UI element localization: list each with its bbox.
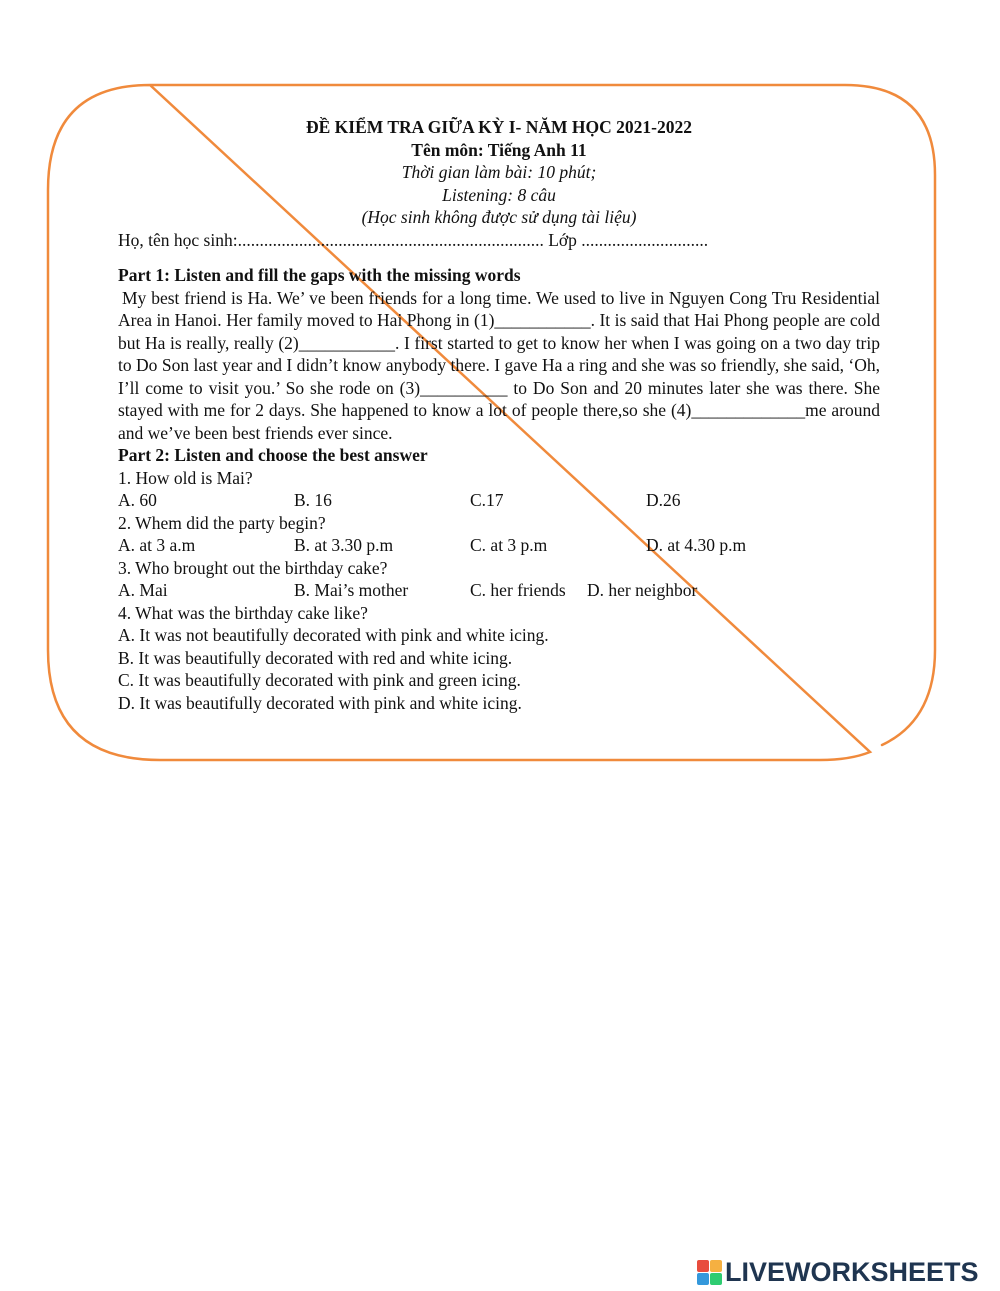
option-a[interactable]: A. at 3 a.m (118, 535, 196, 555)
student-info-line: Họ, tên học sinh:...................................................................... Lớp ............................. (118, 229, 709, 250)
option-c[interactable]: C.17 (470, 490, 504, 510)
option-a[interactable]: A. It was not beautifully decorated with pink and white icing. (118, 625, 549, 645)
option-a[interactable]: A. 60 (118, 490, 157, 510)
part1-heading: Part 1: Listen and fill the gaps with the missing words (118, 265, 521, 285)
option-c[interactable]: C. her friends (470, 580, 566, 600)
liveworksheets-logo (697, 1255, 979, 1289)
listening-line: Listening: 8 câu (442, 184, 556, 205)
worksheet (118, 116, 880, 714)
question-1-options (118, 489, 880, 512)
option-a[interactable]: A. Mai (118, 580, 168, 600)
option-d[interactable]: D. her neighbor (587, 580, 698, 600)
liveworksheets-logo-icon (697, 1260, 722, 1285)
question-2: 2. Whem did the party begin? (118, 512, 326, 533)
option-b[interactable]: B. It was beautifully decorated with red and white icing. (118, 647, 513, 668)
exam-title: ĐỀ KIỂM TRA GIỮA KỲ I- NĂM HỌC 2021-2022 (306, 117, 692, 137)
option-b[interactable]: B. at 3.30 p.m (294, 535, 394, 555)
option-c[interactable]: C. It was beautifully decorated with pink and green icing. (118, 670, 521, 690)
logo-text: LIVEWORKSHEETS (725, 1256, 979, 1287)
option-d[interactable]: D.26 (646, 490, 681, 510)
question-2-options (118, 534, 880, 557)
part1-passage: My best friend is Ha. We’ ve been friends for a long time. We used to live in Nguyen Cong Tru Residential Area in Hanoi. Her family moved to Hai Phong in (1)___________. It is said that Hai Phong people are cold but Ha is really, really (2)___________. I first started to get to know her when I was going on a two day trip to Do Son last year and I didn’t know anybody there. I gave Ha a ring and she was so friendly, she said, ‘Oh, I’ll come to visit you.’ So she rode on (3)__________ to Do Son and 20 minutes later she was there. She stayed with me for 2 days. She happened to know a lot of people there,so she (4)_____________me around and we’ve been best friends ever since. (118, 287, 880, 443)
option-b[interactable]: B. 16 (294, 490, 332, 510)
question-4: 4. What was the birthday cake like? (118, 602, 368, 623)
time-line: Thời gian làm bài: 10 phút; (401, 162, 597, 182)
part2-heading: Part 2: Listen and choose the best answer (118, 445, 428, 465)
option-c[interactable]: C. at 3 p.m (470, 535, 548, 555)
subject-line: Tên môn: Tiếng Anh 11 (411, 139, 587, 160)
option-b[interactable]: B. Mai’s mother (294, 580, 409, 600)
option-d[interactable]: D. It was beautifully decorated with pink and white icing. (118, 692, 522, 713)
note-line: (Học sinh không được sử dụng tài liệu) (361, 207, 637, 227)
question-3: 3. Who brought out the birthday cake? (118, 557, 388, 578)
question-1: 1. How old is Mai? (118, 467, 253, 488)
question-3-options (118, 579, 880, 602)
option-d[interactable]: D. at 4.30 p.m (646, 535, 747, 555)
